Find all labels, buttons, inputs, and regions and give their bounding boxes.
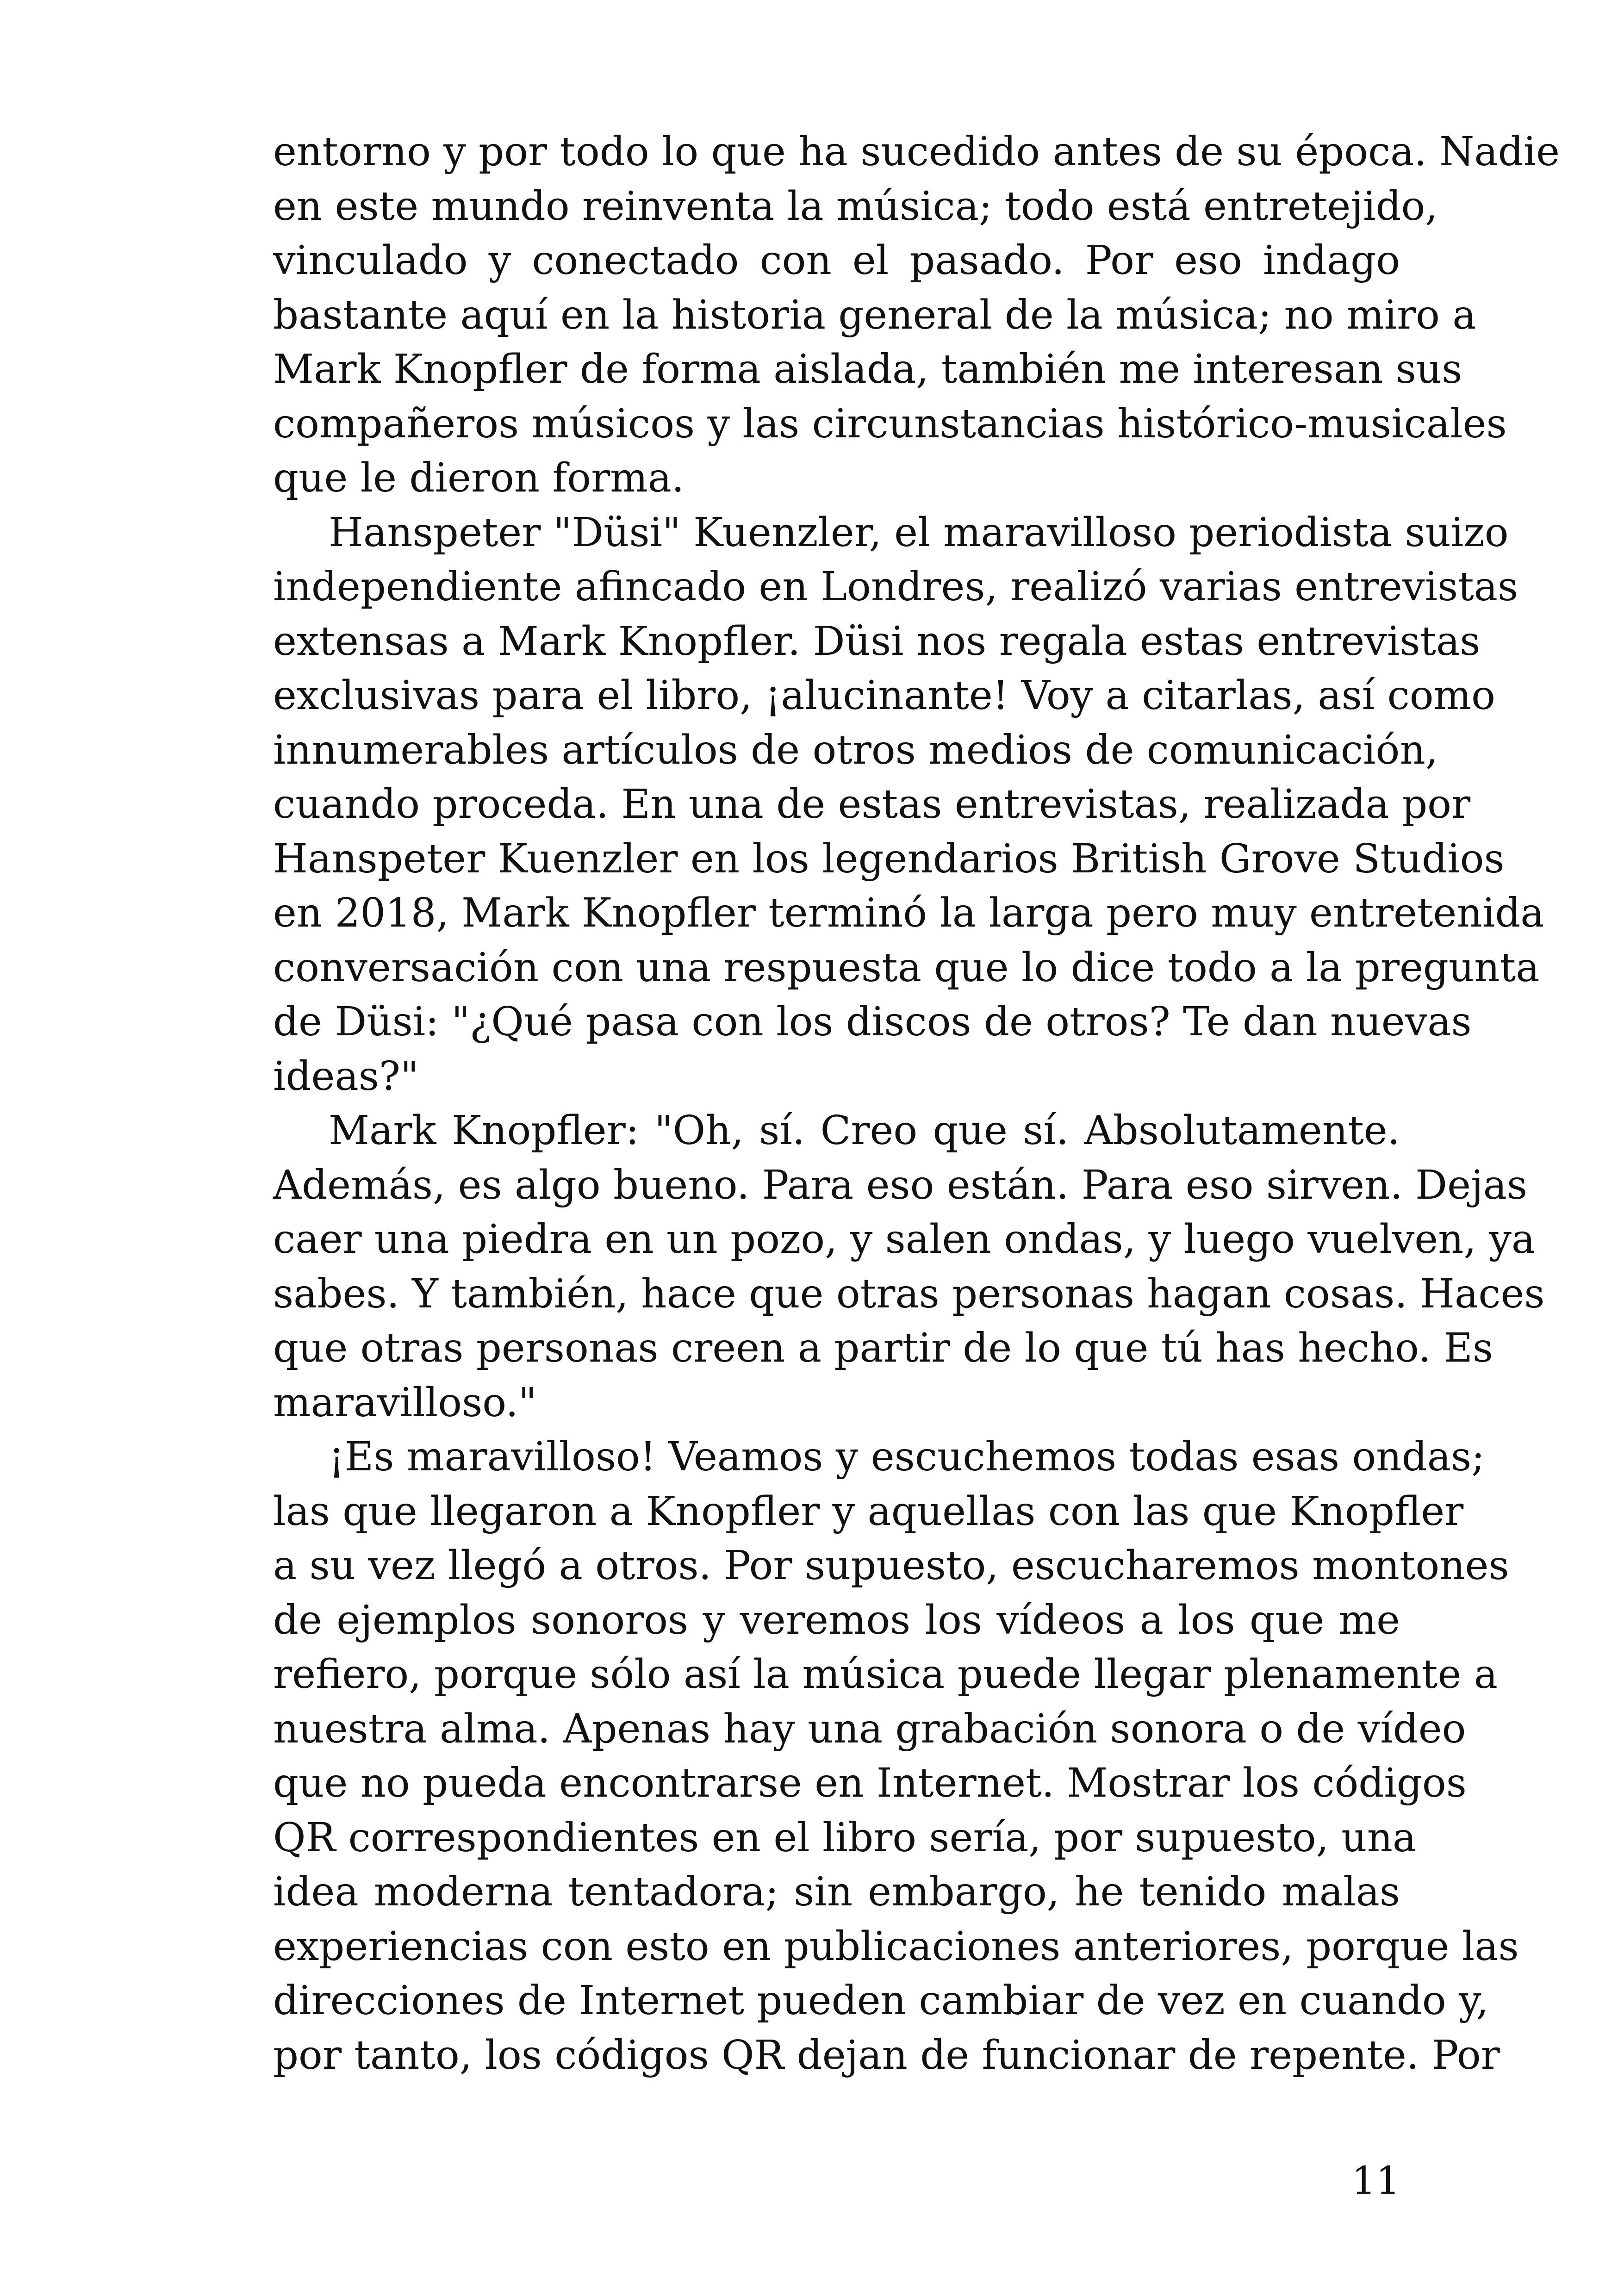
text-line: Además, es algo bueno. Para eso están. Para eso sirven. Dejas (273, 1162, 1528, 1208)
text-line: conversación con una respuesta que lo dice todo a la pregunta (273, 944, 1540, 991)
text-line: ideas?" (273, 1053, 419, 1100)
text-line: sabes. Y también, hace que otras personas hagan cosas. Haces (273, 1270, 1545, 1317)
text-line: exclusivas para el libro, ¡alucinante! Voy a citarlas, así como (273, 672, 1495, 719)
paragraph-1 (273, 125, 1560, 506)
text-line: QR correspondientes en el libro sería, por supuesto, una (273, 1814, 1417, 1861)
text-line: en 2018, Mark Knopfler terminó la larga pero muy entretenida (273, 890, 1544, 936)
text-line: Hanspeter "Düsi" Kuenzler, el maravilloso periodista suizo (329, 509, 1509, 556)
text-line: bastante aquí en la historia general de la música; no miro a (273, 292, 1476, 338)
text-line: de Düsi: "¿Qué pasa con los discos de otros? Te dan nuevas (273, 999, 1472, 1045)
text-line: en este mundo reinventa la música; todo está entretejido, (273, 183, 1438, 230)
text-line: Mark Knopfler de forma aislada, también me interesan sus (273, 346, 1462, 392)
body-text (273, 125, 1560, 2083)
text-line: vinculado y conectado con el pasado. Por eso indago (273, 237, 1400, 284)
text-line: experiencias con esto en publicaciones anteriores, porque las (273, 1923, 1519, 1970)
text-line: ¡Es maravilloso! Veamos y escuchemos todas esas ondas; (329, 1434, 1485, 1480)
text-line: que otras personas creen a partir de lo que tú has hecho. Es (273, 1325, 1493, 1371)
text-line: nuestra alma. Apenas hay una grabación sonora o de vídeo (273, 1705, 1466, 1752)
text-line: refiero, porque sólo así la música puede llegar plenamente a (273, 1651, 1498, 1698)
text-line: maravilloso." (273, 1379, 537, 1426)
text-line: por tanto, los códigos QR dejan de funcionar de repente. Por (273, 2032, 1500, 2078)
text-line: las que llegaron a Knopfler y aquellas con las que Knopfler (273, 1488, 1464, 1535)
text-line: compañeros músicos y las circunstancias histórico-musicales (273, 400, 1507, 447)
text-line: extensas a Mark Knopfler. Düsi nos regala estas entrevistas (273, 618, 1481, 665)
paragraph-3 (273, 1104, 1545, 1430)
text-line: que no pueda encontrarse en Internet. Mostrar los códigos (273, 1760, 1467, 1806)
text-line: cuando proceda. En una de estas entrevistas, realizada por (273, 781, 1471, 828)
text-line: independiente afincado en Londres, realizó varias entrevistas (273, 564, 1518, 610)
text-line: Hanspeter Kuenzler en los legendarios British Grove Studios (273, 835, 1505, 882)
paragraph-2 (273, 506, 1544, 1104)
text-line: innumerables artículos de otros medios de comunicación, (273, 727, 1438, 773)
text-line: que le dieron forma. (273, 455, 685, 501)
text-line: Mark Knopfler: "Oh, sí. Creo que sí. Absolutamente. (329, 1108, 1400, 1154)
text-line: de ejemplos sonoros y veremos los vídeos a los que me (273, 1597, 1400, 1643)
page-number: 11 (1351, 2159, 1400, 2203)
text-line: caer una piedra en un pozo, y salen ondas, y luego vuelven, ya (273, 1216, 1536, 1263)
text-line: idea moderna tentadora; sin embargo, he tenido malas (273, 1869, 1400, 1915)
text-line: a su vez llegó a otros. Por supuesto, escucharemos montones (273, 1543, 1509, 1589)
text-line: direcciones de Internet pueden cambiar de vez en cuando y, (273, 1978, 1489, 2024)
text-line: entorno y por todo lo que ha sucedido antes de su época. Nadie (273, 129, 1560, 175)
paragraph-4 (273, 1430, 1519, 2083)
